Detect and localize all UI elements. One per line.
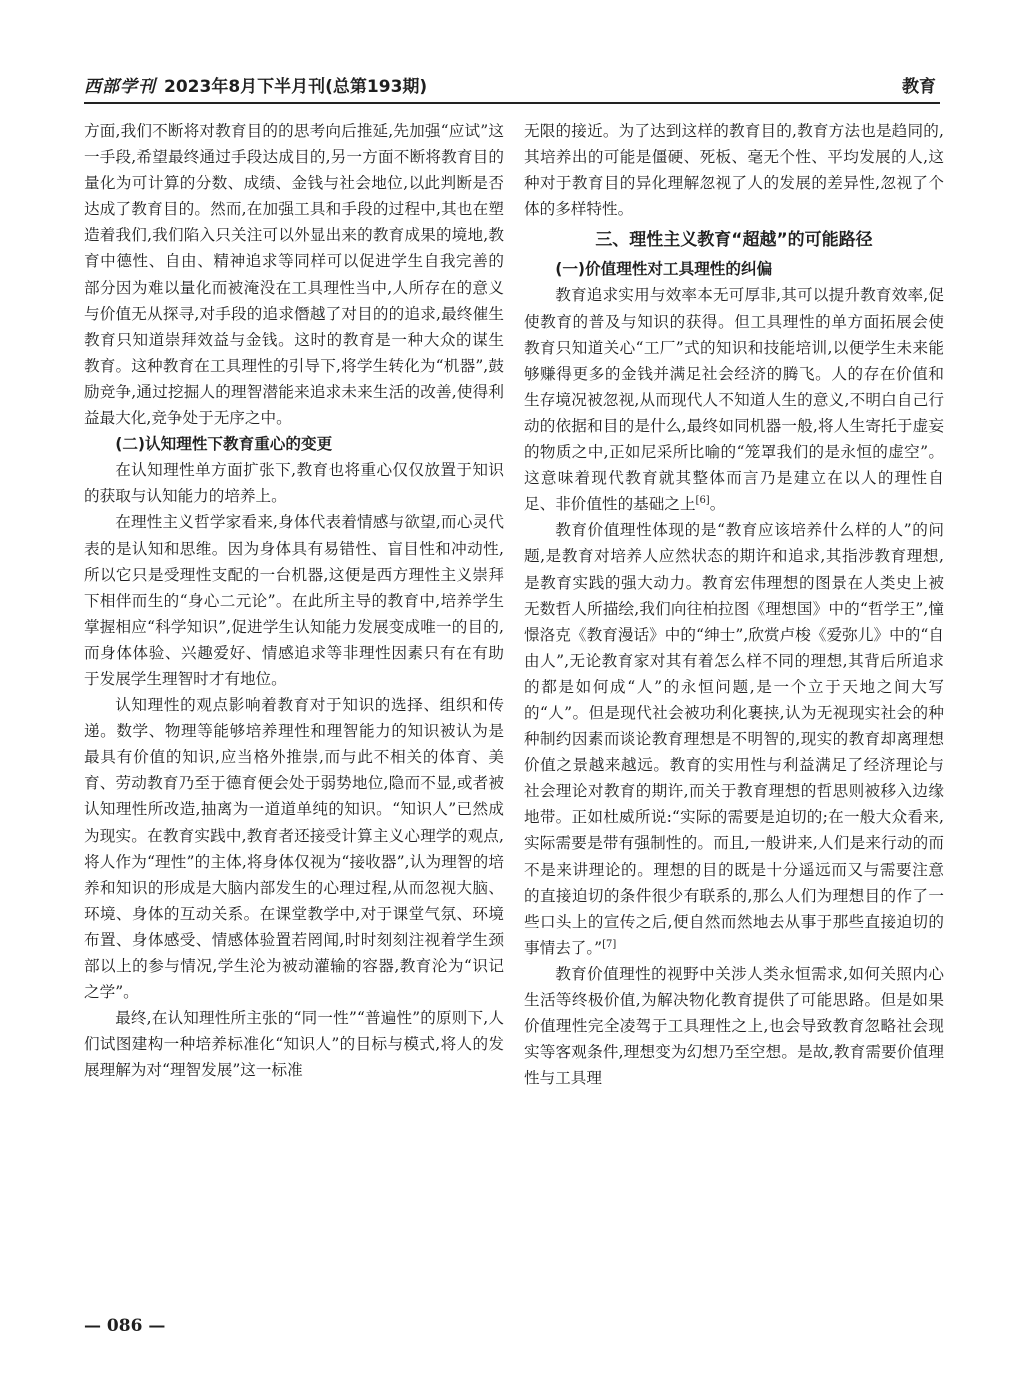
paragraph — [524, 282, 944, 517]
page-number: — 086 — — [84, 1316, 166, 1336]
paragraph — [524, 517, 944, 961]
paragraph: 在理性主义哲学家看来,身体代表着情感与欲望,而心灵代表的是认知和思维。因为身体具有易错性、盲目性和冲动性,所以它只是受理性支配的一台机器,这便是西方理性主义崇拜下相伴而生的“身心二元论”。在此所主导的教育中,培养学生掌握相应“科学知识”,促进学生认知能力发展变成唯一的目的,而身体体验、兴趣爱好、情感追求等非理性因素只有在有助于发展学生理智时才有地位。 — [84, 513, 504, 688]
header-rule — [84, 102, 940, 104]
subsection-heading: (二)认知理性下教育重心的变更 — [115, 435, 333, 454]
paragraph: 方面,我们不断将对教育目的的思考向后推延,先加强“应试”这一手段,希望最终通过手段达成目的,另一方面不断将教育目的量化为可计算的分数、成绩、金钱与社会地位,以此判断是否达成了教育目的。然而,在加强工具和手段的过程中,其也在塑造着我们,我们陷入只关注可以外显出来的教育成果的境地,教育中德性、自由、精神追求等同样可以促进学生自我完善的部分因为难以量化而被淹没在工具理性当中,人所存在的意义与价值无从探寻,对手段的追求僭越了对目的的追求,最终催生教育只知道崇拜效益与金钱。这时的教育是一种大众的谋生教育。这种教育在工具理性的引导下,将学生转化为“机器”,鼓励竞争,通过挖掘人的理智潜能来追求未来生活的改善,使得利益最大化,竞争处于无序之中。 — [84, 122, 504, 428]
section-label: 教育 — [902, 77, 936, 97]
citation-ref: [7] — [602, 938, 617, 950]
right-column — [524, 118, 944, 1091]
paragraph: 认知理性的观点影响着教育对于知识的选择、组织和传递。数学、物理等能够培养理性和理智能力的知识被认为是最具有价值的知识,应当格外推崇,而与此不相关的体育、美育、劳动教育乃至于德育便会处于弱势地位,隐而不显,或者被认知理性所改造,抽离为一道道单纯的知识。“知识人”已然成为现实。在教育实践中,教育者还接受计算主义心理学的观点,将人作为“理性”的主体,将身体仅视为“接收器”,认为理智的培养和知识的形成是大脑内部发生的心理过程,从而忽视大脑、环境、身体的互动关系。在课堂教学中,对于课堂气氛、环境布置、身体感受、情感体验置若罔闻,时时刻刻注视着学生颈部以上的参与情况,学生沦为被动灌输的容器,教育沦为“识记之学”。 — [84, 696, 504, 1002]
paragraph-end: 。 — [709, 495, 726, 514]
subsection-heading: (一)价值理性对工具理性的纠偏 — [555, 260, 773, 279]
paragraph: 最终,在认知理性所主张的“同一性”“普遍性”的原则下,人们试图建构一种培养标准化“知识人”的目标与模式,将人的发展理解为对“理智发展”这一标准 — [84, 1009, 504, 1080]
journal-logo: 西部学刊 — [84, 77, 156, 97]
issue-info: 2023年8月下半月刊(总第193期) — [164, 77, 428, 97]
paragraph: 教育价值理性的视野中关涉人类永恒需求,如何关照内心生活等终极价值,为解决物化教育提供了可能思路。但是如果价值理性完全凌驾于工具理性之上,也会导致教育忽略社会现实等客观条件,理想变为幻想乃至空想。是故,教育需要价值理性与工具理 — [524, 964, 944, 1088]
paragraph-text: 教育价值理性体现的是“教育应该培养什么样的人”的问题,是教育对培养人应然状态的期许和追求,其指涉教育理想,是教育实践的强大动力。教育宏伟理想的图景在人类史上被无数哲人所描绘,我们向往柏拉图《理想国》中的“哲学王”,憧憬洛克《教育漫话》中的“绅士”,欣赏卢梭《爱弥儿》中的“自由人”,无论教育家对其有着怎么样不同的理想,其背后所追求的都是如何成“人”的永恒问题,是一个立于天地之间大写的“人”。但是现代社会被功利化裹挟,认为无视现实社会的种种制约因素而谈论教育理想是不明智的,现实的教育却离理想价值之景越来越远。教育的实用性与利益满足了经济理论与社会理论对教育的期许,而关于教育理想的哲思则被移入边缘地带。正如杜威所说:“实际的需要是迫切的;在一般大众看来,实际需要是带有强制性的。而且,一般讲来,人们是来行动的而不是来讲理论的。理想的目的既是十分遥远而又与需要注意的直接迫切的条件很少有联系的,那么人们为理想目的作了一些口头上的宣传之后,便自然而然地去从事于那些直接迫切的事情去了。” — [524, 521, 944, 957]
section-heading: 三、理性主义教育“超越”的可能路径 — [595, 230, 873, 251]
paragraph-text: 教育追求实用与效率本无可厚非,其可以提升教育效率,促使教育的普及与知识的获得。但工具理性的单方面拓展会使教育只知道关心“工厂”式的知识和技能培训,以便学生未来能够赚得更多的金钱并满足社会经济的腾飞。人的存在价值和生存境况被忽视,从而现代人不知道人生的意义,不明白自己行动的依据和目的是什么,最终如同机器一般,将人生寄托于虚妄的物质之中,正如尼采所比喻的“笼罩我们的是永恒的虚空”。这意味着现代教育就其整体而言乃是建立在以人的理性自足、非价值性的基础之上 — [524, 286, 944, 514]
paragraph: 无限的接近。为了达到这样的教育目的,教育方法也是趋同的,其培养出的可能是僵硬、死板、毫无个性、平均发展的人,这种对于教育目的异化理解忽视了人的发展的差异性,忽视了个体的多样特性。 — [524, 122, 944, 219]
left-column — [84, 118, 504, 1083]
citation-ref: [6] — [695, 495, 710, 507]
page-header — [84, 68, 940, 100]
paragraph: 在认知理性单方面扩张下,教育也将重心仅仅放置于知识的获取与认知能力的培养上。 — [84, 461, 504, 506]
